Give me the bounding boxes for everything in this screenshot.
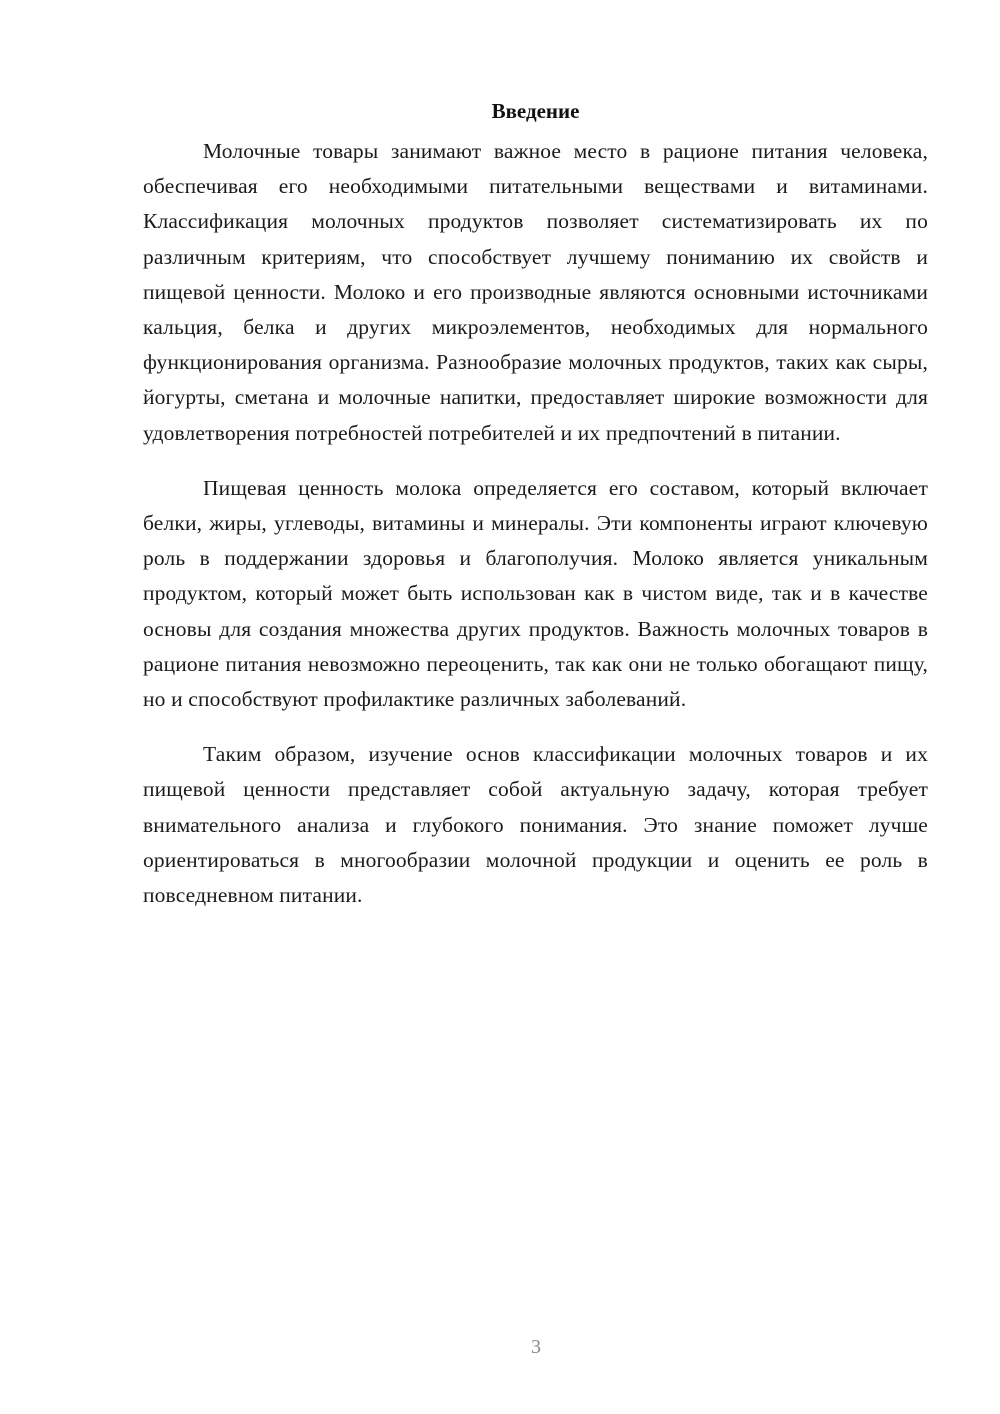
page-number: 3 bbox=[531, 1336, 541, 1358]
paragraph-3: Таким образом, изучение основ классификации молочных товаров и их пищевой ценности представляет собой актуальную задачу, которая требует внимательного анализа и глубокого понимания. Это знание поможет лучше ориентироваться в многообразии молочной продукции и оценить ее роль в повседневном питании. bbox=[143, 742, 928, 908]
section-title: Введение bbox=[491, 99, 580, 123]
page-content bbox=[143, 96, 928, 933]
paragraph-2: Пищевая ценность молока определяется его составом, который включает белки, жиры, углеводы, витамины и минералы. Эти компоненты играют ключевую роль в поддержании здоровья и благополучия. Молоко является уникальным продуктом, который может быть использован как в чистом виде, так и в качестве основы для создания множества других продуктов. Важность молочных товаров в рационе питания невозможно переоценить, так как они не только обогащают пищу, но и способствуют профилактике различных заболеваний. bbox=[143, 475, 928, 712]
paragraph-1: Молочные товары занимают важное место в рационе питания человека, обеспечивая его необходимыми питательными веществами и витаминами. Классификация молочных продуктов позволяет систематизировать их по различным критериям, что способствует лучшему пониманию их свойств и пищевой ценности. Молоко и его производные являются основными источниками кальция, белка и других микроэлементов, необходимых для нормального функционирования организма. Разнообразие молочных продуктов, таких как сыры, йогурты, сметана и молочные напитки, предоставляет широкие возможности для удовлетворения потребностей потребителей и их предпочтений в питании. bbox=[143, 139, 928, 445]
